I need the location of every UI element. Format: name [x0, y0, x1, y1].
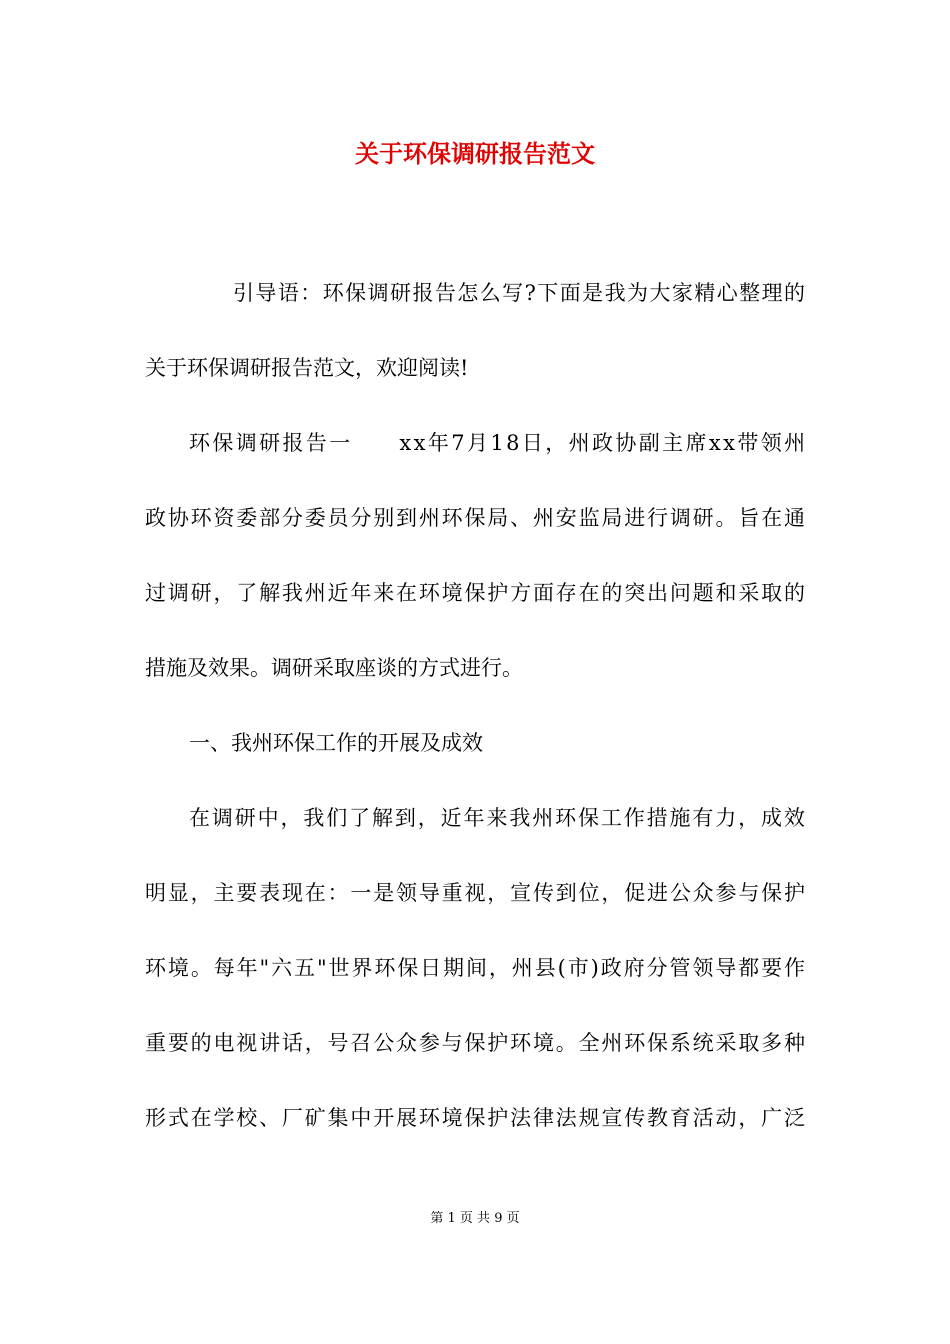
- section-line-3: 环境。每年"六五"世界环保日期间，州县(市)政府分管领导都要作: [145, 956, 807, 980]
- report-line-4: 措施及效果。调研采取座谈的方式进行。: [145, 656, 523, 680]
- section-line-2: 明显，主要表现在：一是领导重视，宣传到位，促进公众参与保护: [145, 881, 807, 905]
- intro-line-2: 关于环保调研报告范文，欢迎阅读!: [145, 356, 469, 380]
- section-line-1: 在调研中，我们了解到，近年来我州环保工作措施有力，成效: [189, 806, 807, 830]
- section-line-5: 形式在学校、厂矿集中开展环境保护法律法规宣传教育活动，广泛: [145, 1106, 807, 1130]
- section-line-4: 重要的电视讲话，号召公众参与保护环境。全州环保系统采取多种: [145, 1031, 807, 1055]
- intro-line-1: 引导语：环保调研报告怎么写?下面是我为大家精心整理的: [233, 281, 807, 305]
- section-heading: 一、我州环保工作的开展及成效: [189, 731, 483, 755]
- document-title: 关于环保调研报告范文: [355, 139, 595, 168]
- report-line-2: 政协环资委部分委员分别到州环保局、州安监局进行调研。旨在通: [145, 506, 807, 530]
- report-line-1: 环保调研报告一 xx年7月18日，州政协副主席xx带领州: [189, 431, 808, 455]
- page-number: 第 1 页 共 9 页: [430, 1211, 520, 1226]
- report-line-3: 过调研，了解我州近年来在环境保护方面存在的突出问题和采取的: [145, 581, 807, 605]
